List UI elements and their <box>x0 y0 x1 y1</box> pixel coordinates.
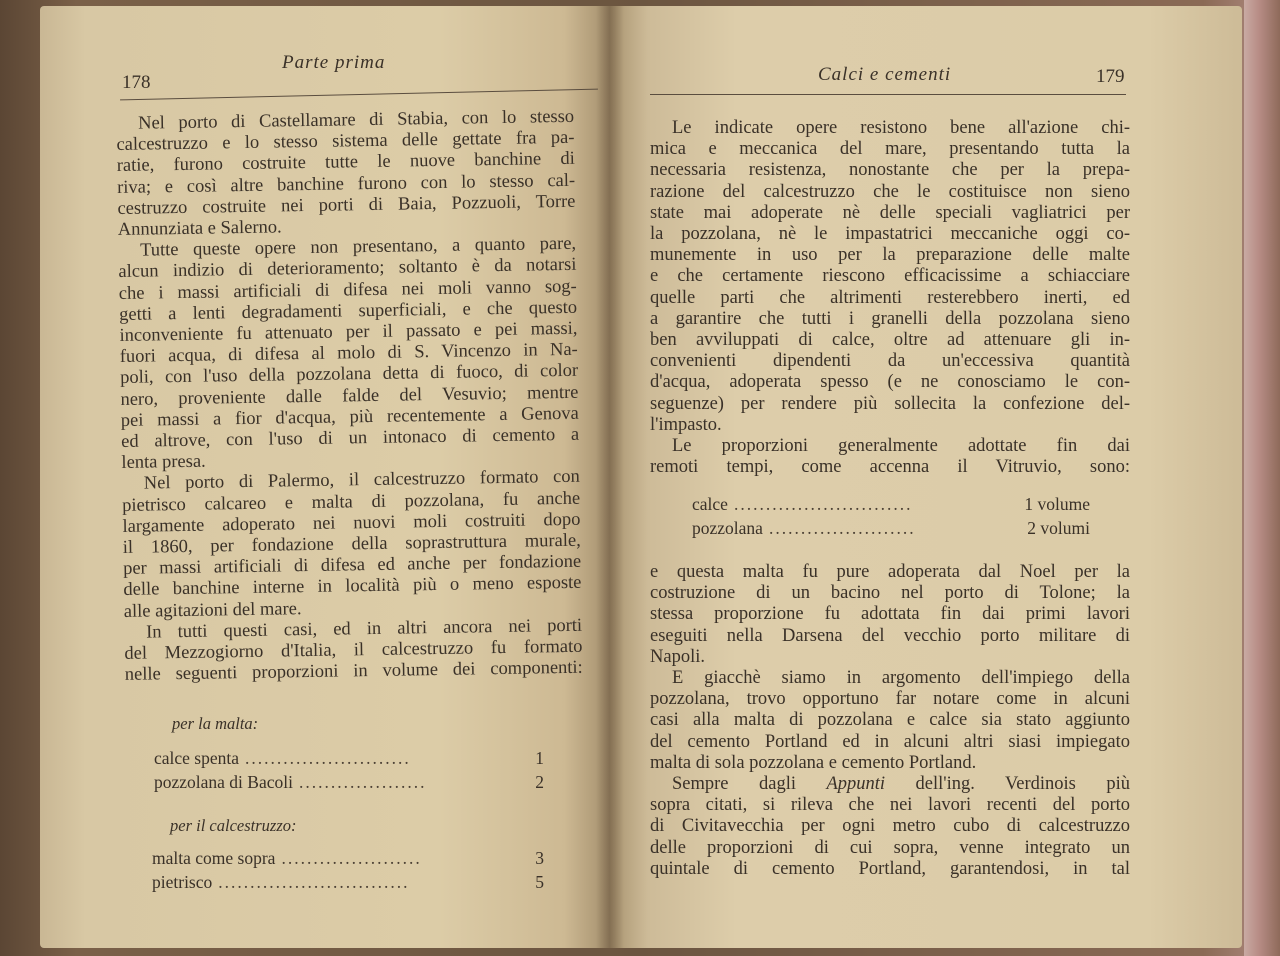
text-line: e questa malta fu pure adoperata dal Noel per la <box>650 562 1130 582</box>
text-line: che i massi artificiali di difesa nei moli vanno sog- <box>118 276 577 304</box>
text-line: nero, proveniente dalle falde del Vesuvio; mentre <box>120 382 579 410</box>
text-line: d'acqua, adoperata spesso (e ne conosciamo le con- <box>650 372 1130 393</box>
row-label: pozzolana di Bacoli <box>154 772 293 792</box>
row-value: 1 <box>535 748 544 768</box>
text-line: mica e meccanica del mare, presentando tutta la <box>650 139 1130 160</box>
row-value: 2 volumi <box>1027 518 1090 538</box>
text-line: e che certamente riescono efficacissime a schiacciare <box>650 266 1130 287</box>
text-line: getti a lenti degradamenti superficiali, e che questo <box>118 297 578 325</box>
text-line: pietrisco calcareo e malta di pozzolana, fu anche <box>121 488 581 516</box>
text-line: poli, con l'uso della pozzolana detta di fuoco, di color <box>119 361 579 389</box>
text-line: fuori acqua, di difesa al molo di S. Vincenzo in Na- <box>119 340 578 368</box>
text-line: eseguiti nella Darsena del vecchio porto militare di <box>650 625 1130 646</box>
text-line: inconveniente fu attenuato per il passato e pei massi, <box>119 318 578 347</box>
text-line: la pozzolana, nè le impastatrici meccaniche oggi co- <box>650 224 1130 245</box>
table-row <box>152 848 544 869</box>
text-span: dell'ing. Verdinois più <box>915 774 1130 795</box>
text-line: state mai adoperate nè delle speciali vagliatrici per <box>650 202 1130 223</box>
text-line: nelle seguenti proporzioni in volume dei componenti: <box>124 658 583 686</box>
page-number-right: 179 <box>1096 66 1125 87</box>
text-line: delle banchine interne in località più o meno esposte <box>123 573 582 601</box>
text-line: sopra citati, si rileva che nei lavori recenti del porto <box>650 795 1130 816</box>
left-body-text <box>116 107 583 687</box>
right-page <box>610 6 1242 948</box>
text-line: costruzione di un bacino nel porto di Tolone; la <box>650 583 1130 604</box>
text-line: seguenze) per rendere più sollecita la confezione del- <box>650 393 1130 414</box>
page-number-left: 178 <box>122 72 151 93</box>
text-line: largamente adoperato nei nuovi moli costruiti dopo <box>122 509 581 537</box>
row-leader-dots: .................... <box>298 772 427 792</box>
text-line: quelle parti che altrimenti resterebbero inerti, ed <box>650 287 1130 308</box>
right-body-text-top <box>650 118 1130 478</box>
text-line: alcun indizio di deterioramento; soltanto è da notarsi <box>118 255 577 283</box>
text-line: malta di sola pozzolana e cemento Portland. <box>650 752 977 773</box>
table-row <box>152 872 544 893</box>
row-label: malta come sopra <box>152 848 276 868</box>
row-value: 1 volume <box>1024 494 1090 514</box>
table-row <box>692 518 1090 539</box>
text-line: quintale di cemento Portland, garantendosi, in tal <box>650 858 1130 879</box>
text-line: Le proporzioni generalmente adottate fin dai <box>672 436 1130 457</box>
italic-title: Appunti <box>826 774 886 795</box>
text-line: convenienti dipendenti da un'eccessiva quantità <box>650 351 1130 372</box>
text-line: ben avviluppati di calce, oltre ad attenuare gli in- <box>650 330 1130 351</box>
row-leader-dots: ...................... <box>281 848 422 868</box>
book-gutter <box>596 6 624 948</box>
text-line: di Civitavecchia per ogni metro cubo di calcestruzzo <box>650 816 1130 837</box>
table-row <box>154 772 544 793</box>
right-body-text-bottom <box>650 562 1130 880</box>
row-label: calce <box>692 494 728 514</box>
row-label: calce spenta <box>154 748 240 768</box>
text-line: munemente in uso per la preparazione delle malte <box>650 245 1130 266</box>
table-row <box>692 494 1090 515</box>
text-span: Sempre dagli <box>672 774 796 795</box>
running-head-left: Parte prima <box>282 52 386 73</box>
text-line: calcestruzzo e lo stesso sistema delle gettate fra pa- <box>116 128 575 156</box>
text-line: Nel porto di Castellamare di Stabia, con lo stesso <box>137 106 575 134</box>
text-line: Nel porto di Palermo, il calcestruzzo formato con <box>143 467 580 495</box>
row-leader-dots: .......................... <box>245 748 411 768</box>
text-line: l'impasto. <box>650 414 722 435</box>
row-leader-dots: ....................... <box>768 518 916 538</box>
text-line: delle proporzioni di cui sopra, venne integrato un <box>650 837 1130 858</box>
row-leader-dots: .............................. <box>218 872 410 892</box>
text-line: a garantire che tutti i granelli della pozzolana sieno <box>650 308 1130 329</box>
left-page <box>40 6 610 948</box>
text-line: Tutte queste opere non presentano, a quanto pare, <box>139 234 577 261</box>
text-line: pozzolana, trovo opportuno far notare come in alcuni <box>650 689 1130 710</box>
text-line: remoti tempi, come accenna il Vitruvio, sono: <box>650 457 1130 478</box>
table-heading-malta: per la malta: <box>172 714 259 733</box>
text-line: Annunziata e Salerno. <box>117 217 282 241</box>
text-line-mixed <box>650 774 1130 795</box>
row-value: 2 <box>535 772 544 792</box>
text-line: stessa proporzione fu adottata fin dai primi lavori <box>650 604 1130 625</box>
text-line: casi alla malta di pozzolana e calce sia stato aggiunto <box>650 710 1130 731</box>
text-line: ed altrove, con l'uso di un intonaco di cemento a <box>120 424 580 453</box>
text-line: lenta presa. <box>121 451 206 474</box>
header-rule-right <box>650 94 1126 95</box>
row-leader-dots: ............................ <box>733 494 913 514</box>
table-heading-calcestruzzo: per il calcestruzzo: <box>170 816 297 835</box>
row-value: 3 <box>535 848 544 868</box>
text-line: Le indicate opere resistono bene all'azione chi- <box>672 118 1130 138</box>
text-line: razione del calcestruzzo che le costituisce non sieno <box>650 181 1130 202</box>
text-line: pei massi a fior d'acqua, più recentemente a Genova <box>120 403 579 431</box>
text-line: del cemento Portland ed in alcuni altri siasi impiegato <box>650 731 1130 752</box>
text-line: necessaria resistenza, nonostante che per la prepa- <box>650 160 1130 181</box>
row-label: pietrisco <box>152 872 213 892</box>
row-value: 5 <box>535 872 544 892</box>
text-line: alle agitazioni del mare. <box>123 598 302 622</box>
row-label: pozzolana <box>692 518 763 538</box>
text-line: riva; e così altre banchine furono con lo stesso cal- <box>116 170 576 198</box>
text-line: ratie, furono costruite tutte le nuove banchine di <box>116 149 575 177</box>
text-line: per massi artificiali di difesa ed anche per fondazione <box>122 552 582 580</box>
running-head-right: Calci e cementi <box>818 64 952 85</box>
text-line: Napoli. <box>650 646 705 667</box>
table-row <box>154 748 544 769</box>
text-line: il 1860, per fondazione della soprastruttura murale, <box>122 530 581 559</box>
header-rule-left <box>120 89 598 101</box>
cover-edge <box>1244 0 1280 956</box>
text-line: E giacchè siamo in argomento dell'impiego della <box>672 668 1130 689</box>
text-line: del Mezzogiorno d'Italia, il calcestruzzo fu formato <box>124 636 583 665</box>
text-line: cestruzzo costruite nei porti di Baia, Pozzuoli, Torre <box>117 191 576 219</box>
text-line: In tutti questi casi, ed in altri ancora nei porti <box>145 615 583 643</box>
